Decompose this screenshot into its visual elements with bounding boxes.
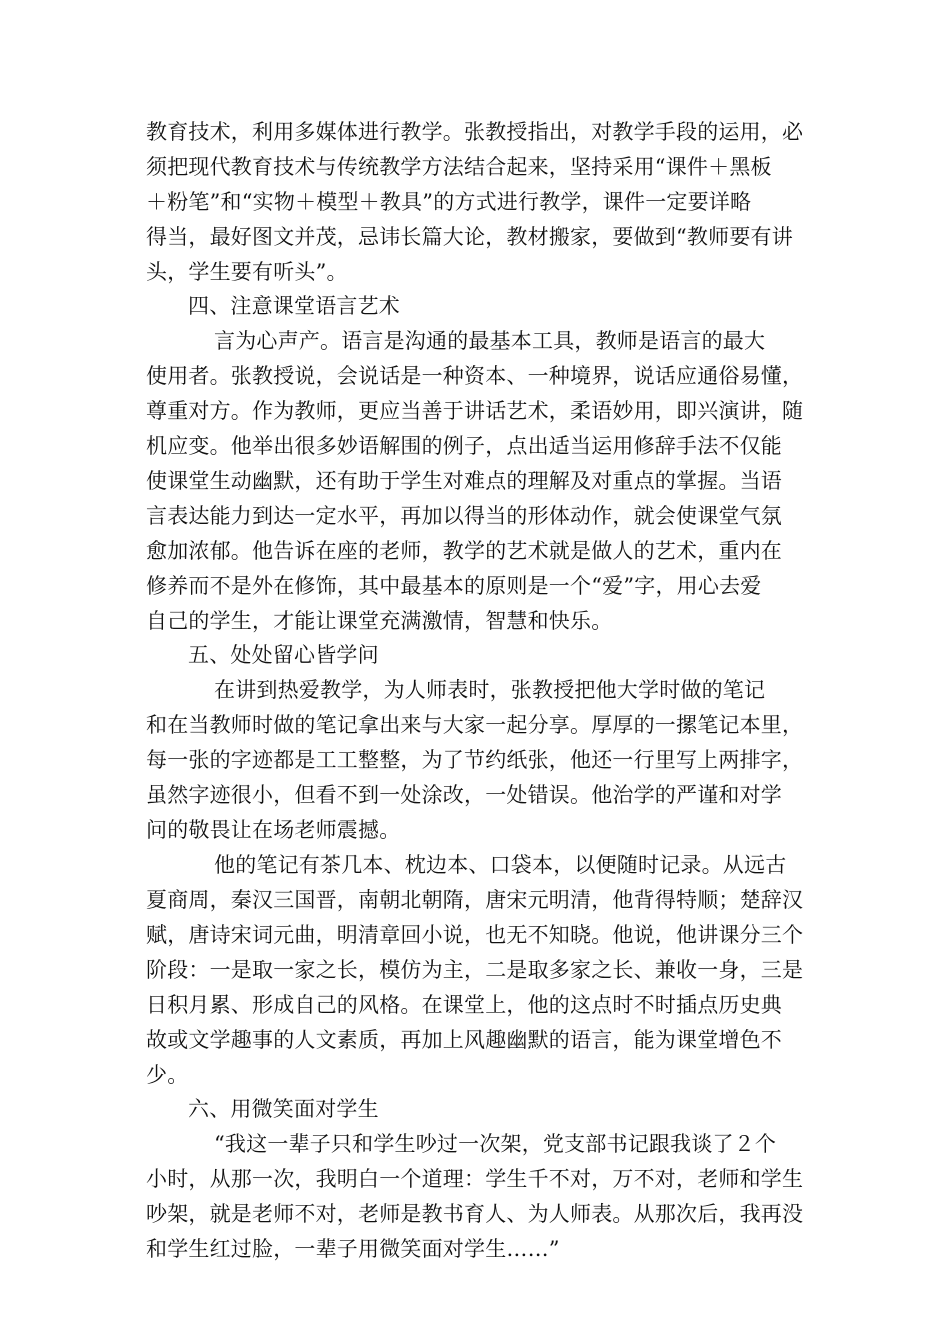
text-line: 在讲到热爱教学，为人师表时，张教授把他大学时做的笔记 <box>214 678 766 702</box>
text-line: 须把现代教育技术与传统教学方法结合起来，坚持采用“课件＋黑板 <box>146 155 772 179</box>
text-line: 得当，最好图文并茂，忌讳长篇大论，教材搬家，要做到“教师要有讲 <box>146 225 793 249</box>
text-line: 机应变。他举出很多妙语解围的例子，点出适当运用修辞手法不仅能 <box>146 434 782 458</box>
text-line: 他的笔记有茶几本、枕边本、口袋本，以便随时记录。从远古 <box>214 853 787 877</box>
text-line: 使用者。张教授说，会说话是一种资本、一种境界，说话应通俗易懂， <box>146 364 804 388</box>
text-line: ＋粉笔”和“实物＋模型＋教具”的方式进行教学，课件一定要详略 <box>146 190 752 214</box>
text-line: 修养而不是外在修饰，其中最基本的原则是一个“爱”字，用心去爱 <box>146 574 762 598</box>
text-line: 赋，唐诗宋词元曲，明清章回小说，也无不知晓。他说，他讲课分三个 <box>146 923 804 947</box>
section-heading: 四、注意课堂语言艺术 <box>188 294 400 318</box>
text-line: 阶段：一是取一家之长，模仿为主，二是取多家之长、兼收一身，三是 <box>146 958 804 982</box>
text-line: 言表达能力到达一定水平，再加以得当的形体动作，就会使课堂气氛 <box>146 504 782 528</box>
text-line: 头，学生要有听头”。 <box>146 260 348 284</box>
text-line: 小时，从那一次，我明白一个道理：学生千不对，万不对，老师和学生 <box>146 1167 804 1191</box>
text-line: “我这一辈子只和学生吵过一次架，党支部书记跟我谈了２个 <box>214 1132 777 1156</box>
text-line: 问的敬畏让在场老师震撼。 <box>146 818 401 842</box>
text-line: 愈加浓郁。他告诉在座的老师，教学的艺术就是做人的艺术，重内在 <box>146 539 782 563</box>
text-line: 故或文学趣事的人文素质，再加上风趣幽默的语言，能为课堂增色不 <box>146 1028 782 1052</box>
text-line: 和学生红过脸，一辈子用微笑面对学生……” <box>146 1237 560 1261</box>
text-line: 少。 <box>146 1063 189 1087</box>
text-line: 使课堂生动幽默，还有助于学生对难点的理解及对重点的掌握。当语 <box>146 469 782 493</box>
text-line: 每一张的字迹都是工工整整，为了节约纸张，他还一行里写上两排字， <box>146 748 804 772</box>
text-line: 和在当教师时做的笔记拿出来与大家一起分享。厚厚的一摞笔记本里， <box>146 713 804 737</box>
text-line: 尊重对方。作为教师，更应当善于讲话艺术，柔语妙用，即兴演讲，随 <box>146 399 804 423</box>
text-line: 日积月累、形成自己的风格。在课堂上，他的这点时不时插点历史典 <box>146 993 782 1017</box>
text-line: 言为心声产。语言是沟通的最基本工具，教师是语言的最大 <box>214 329 766 353</box>
text-line: 虽然字迹很小，但看不到一处涂改，一处错误。他治学的严谨和对学 <box>146 783 782 807</box>
text-line: 教育技术，利用多媒体进行教学。张教授指出，对教学手段的运用，必 <box>146 120 804 144</box>
text-line: 吵架，就是老师不对，老师是教书育人、为人师表。从那次后，我再没 <box>146 1202 804 1226</box>
text-line: 自己的学生，才能让课堂充满激情，智慧和快乐。 <box>146 609 613 633</box>
section-heading: 六、用微笑面对学生 <box>188 1097 379 1121</box>
text-line: 夏商周，秦汉三国晋，南朝北朝隋，唐宋元明清，他背得特顺；楚辞汉 <box>146 888 804 912</box>
section-heading: 五、处处留心皆学问 <box>188 643 379 667</box>
